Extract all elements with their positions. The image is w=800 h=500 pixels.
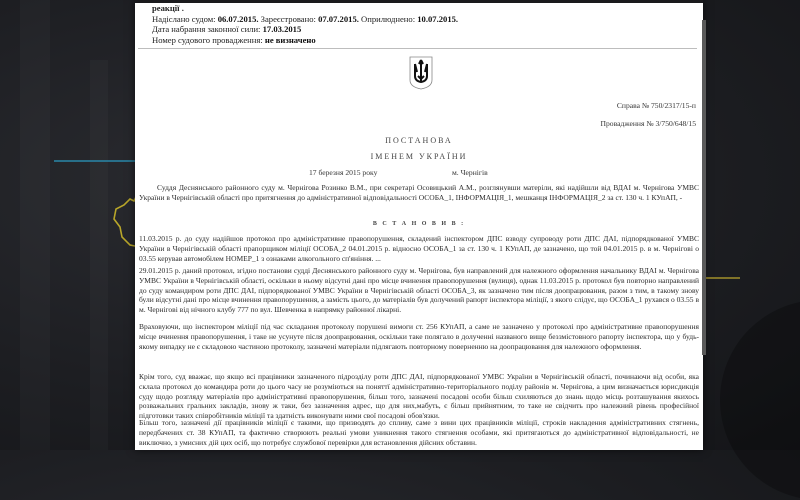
background-link[interactable] (54, 160, 136, 162)
body-paragraph: 11.03.2015 р. до суду надійшов протокол про адміністративне правопорушення, складений інспектором ДПС взводу супроводу роти ДПС ДАІ, підпорядкованої УМВС України в Чернігівській області прапорщиком міліції ОСОБА_2 04.01.2015 р. відносно ОСОБА_1 за ст. 130 ч. 1 КУпАП, де зазначено, що той 04.01.2015 р. в м. Чернігові о 03.55 керував автомобілем НОМЕР_1 з ознаками алкогольного сп'яніння. ... (139, 234, 699, 263)
body-paragraph: Враховуючи, що інспектором міліції під час складання протоколу порушені вимоги ст. 256 КУпАП, а саме не зазначено у протоколі про адміністративне правопорушення місце вчинення правопорушення, і таке не усунуте після доопрацювання, оскільки таке полягало в долученні названого вище беззмістовного рапорту інспектора, що у будь-якому випадку не є складовою частиною протоколу, зазначені матеріали підлягають повторному поверненню на доопрацювання для належного оформлення. (139, 322, 699, 351)
trident-icon (409, 56, 433, 90)
background-decoration (20, 0, 50, 450)
published-label: Оприлюднено: (361, 13, 416, 24)
background-decoration (720, 300, 800, 500)
background-decoration (90, 60, 108, 450)
document-page (135, 0, 703, 450)
dates-line (152, 14, 692, 25)
cut-line: реакції . (152, 3, 184, 13)
effective-value: 17.03.2015 (262, 24, 302, 35)
proceeding-ref: Провадження № 3/750/648/15 (600, 119, 696, 128)
document-city: м. Чернігів (452, 168, 488, 177)
divider (138, 48, 697, 49)
document-date: 17 березня 2015 року (309, 168, 378, 177)
sent-value: 06.07.2015. (217, 13, 259, 24)
sent-label: Надіслано судом: (152, 13, 216, 24)
established-heading: В С Т А Н О В И В : (372, 221, 466, 227)
body-paragraph: Крім того, суд вважає, що якщо всі працівники зазначеного підрозділу роти ДПС ДАІ, підпорядкованої УМВС України в Чернігівській області, починаючи від особи, яка склала протокол до командира роти до цього часу не розуміються на поняттї адміністративно-територіального поділу районів м. Чернігова, а цим визначається юрисдикція суду щодо розгляду матеріалів про адміністративні правопорушення, більш того, зазначені посадові особи більш схиляються до знань щодо місць розташування якихось розважальних гральних закладів, знову ж таки, без зазначення адрес, що для них,мабуть, є більш прийнятним, то таке не свідчить про належний рівень професійної підготовки таких співробітників міліції та здатність виконувати ними свої посадові обов'язки. (139, 372, 699, 421)
document-title: ПОСТАНОВА (385, 136, 453, 145)
body-paragraph: Більш того, зазначені дії працівників міліції є такими, що призводять до спливу, саме з вини цих працівників міліції, строків накладення адміністративних стягнень, передбачених ст. 38 КУпАП, та фактично створюють реальні умови уникнення такого стягнення особами, які притягаються до адміністративної відповідальності, не виключно, з умисних дій цих осіб, що потребує службової перевірки для встановлення дійсних обставин. (139, 418, 699, 447)
case-number-label: Номер судового провадження: (152, 34, 263, 45)
case-number-value: не визначено (264, 34, 316, 45)
published-value: 10.07.2015. (417, 13, 459, 24)
intro-paragraph: Суддя Деснянського районного суду м. Чернігова Розинко В.М., при секретарі Осовицький А.М., розглянувши матеріли, які надійшли від ВДАІ м. Чернігова УМВС України в Чернігівській області про притягнення до адміністративної відповідальності ОСОБА_1, ІНФОРМАЦІЯ_1, мешканця ІНФОРМАЦІЯ_2 за ст. 130 ч. 1 КУпАП, - (139, 183, 699, 202)
body-paragraph: 29.01.2015 р. даний протокол, згідно постанови судді Деснянського районного суду м. Чернігова, був направлений для належного оформлення начальнику ВДАІ м. Чернігова УМВС України в Чернігівській області, оскільки в ньому відсутні дані про місце вчинення правопорушення (вулиця), однак 11.03.2015 р. протокол був повторно направлений до суду командиром роти ДПС ДАІ, підпорядкованої УМВС України в Чернігівській області ОСОБА_3, як зазначено тим після доопрацювання, разом з тим, в такому знову були відсутні дані про місце вчинення правопорушення, а замість цього, до матеріалів був долучений рапорт інспектора міліції, з якого слідує, що ОСОБА_1 рухався о 03.55 в м. Чернігові від нічного клубу 777 по вул. Шевченка в напрямку районної лікарні. (139, 266, 699, 315)
scrollbar[interactable] (702, 20, 706, 355)
effective-label: Дата набрання законної сили: (152, 24, 261, 35)
registered-value: 07.07.2015. (318, 13, 359, 24)
document-subtitle: ІМЕНЕМ УКРАЇНИ (370, 152, 468, 161)
effective-date-line (152, 24, 692, 35)
registered-label: Зареєстровано: (260, 13, 316, 24)
case-ref: Справа № 750/2317/15-п (616, 101, 696, 110)
case-number-line (152, 35, 692, 46)
document-meta (152, 3, 692, 45)
background-link[interactable] (700, 277, 740, 279)
